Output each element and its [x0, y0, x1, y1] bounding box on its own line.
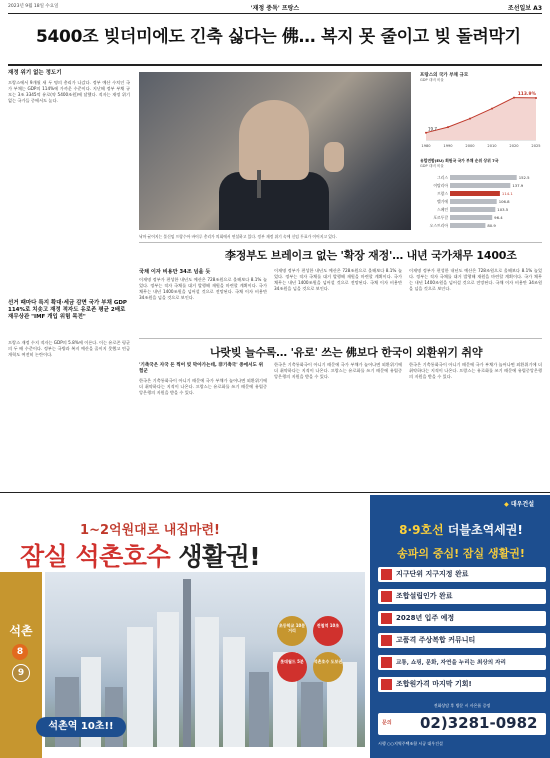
photo-caption: 낙마 굳어지는 불신임 프랑수아 바이루 총리가 의회에서 연설하고 있다. 정부 재정 위기 속에 신임 투표가 이어지고 있다.: [139, 234, 337, 239]
ad-right-panel: [370, 495, 550, 758]
ad-item-text: 지구단위 지구지정 완료: [396, 570, 469, 578]
real-estate-ad: [0, 495, 550, 758]
chart1-plot: [420, 86, 542, 150]
chart2-plot: [420, 172, 542, 234]
chart1-tick-label: 1990: [443, 144, 453, 148]
chart1-area: [426, 98, 536, 140]
ad-right-title: [378, 521, 544, 538]
chart1-tick-label: 2020: [509, 144, 519, 148]
chart2-category-label: 스페인: [436, 207, 448, 212]
ad-left-panel: [0, 495, 370, 758]
ad-title-suffix: 생활권!: [178, 542, 261, 571]
chart1-point: [469, 118, 471, 120]
ad-circle-lotteworld: 롯데월드 5분: [277, 652, 307, 682]
mid-body-col1: 이재명 정부가 편성한 내년도 예산은 728조원으로 올해보다 8.1% 늘었다. 정부는 적자 국채를 대거 발행해 재원을 마련할 계획이다. 국가 채무는 내년 1400조원을 넘어설 것으로 전망된다. 국채 이자 비용만 34조원을 넘을 것으로 보인다.: [139, 277, 267, 300]
chart2-bar: [450, 207, 495, 212]
ad-right-subtitle: 송파의 중심! 잠실 생활권!: [397, 547, 525, 560]
sub-headline-1: 李정부도 브레이크 없는 '확장 재정'… 내년 국가채무 1400조: [225, 249, 517, 262]
ad-item-text: 조합설립인가 완료: [396, 592, 453, 600]
ad-phone-box[interactable]: [378, 713, 546, 735]
chart1-data-label: 19.7: [428, 126, 437, 132]
mid-body-col3: 이재명 정부가 편성한 내년도 예산은 728조원으로 올해보다 8.1% 늘었다. 정부는 적자 국채를 대거 발행해 재원을 마련할 계획이다. 국가 채무는 내년 1400조원을 넘어설 것으로 전망된다. 국채 이자 비용만 34조원을 넘을 것으로 보인다.: [409, 268, 542, 291]
low-body-col3: 한국은 기축통화국이 아니기 때문에 국가 부채가 늘어나면 외환위기에 더 취약하다는 지적이 나온다. 프랑스는 유로화를 쓰기 때문에 유럽중앙은행의 지원을 받을 수 있다.: [409, 362, 542, 379]
ad-price-tagline: 1~2억원대로 내집마련!: [80, 523, 220, 538]
chart1-point: [535, 97, 537, 99]
ad-main-title: [20, 537, 260, 573]
builder-logo-text: 대우건설: [510, 501, 534, 508]
ad-circle-school: 초등학교 10분거리: [277, 616, 307, 646]
low-body-col2: 한국은 기축통화국이 아니기 때문에 국가 부채가 늘어나면 외환위기에 더 취약하다는 지적이 나온다. 프랑스는 유로화를 쓰기 때문에 유럽중앙은행의 지원을 받을 수 있다.: [274, 362, 402, 379]
main-headline: 5400조 빚더미에도 긴축 싫다는 佛… 복지 못 줄이고 빚 돌려막기: [36, 27, 521, 47]
low-bullet-heading: '기축국은 자국 돈 찍어 빚 막아가는데, 非기축국' 중에서도 위험군: [139, 363, 264, 374]
mid-body-col2: 이재명 정부가 편성한 내년도 예산은 728조원으로 올해보다 8.1% 늘었다. 정부는 적자 국채를 대거 발행해 재원을 마련할 계획이다. 국가 채무는 내년 1400조원을 넘어설 것으로 전망된다. 국채 이자 비용만 34조원을 넘을 것으로 보인다.: [274, 268, 402, 291]
chart2-bar: [450, 223, 485, 228]
section-title: '재정 중독' 프랑스: [250, 5, 300, 12]
ad-item-text: 2028년 입주 예정: [396, 614, 455, 622]
ad-item-text: 교통, 쇼핑, 문화, 자연을 누리는 최상의 자리: [396, 660, 506, 666]
chart2-value-label: 152.5: [518, 175, 530, 180]
ad-line8-icon: 8: [12, 644, 28, 660]
chart-debt-trend: [420, 72, 542, 152]
masthead-page: 조선일보 A3: [507, 5, 542, 12]
check-icon: [381, 569, 392, 580]
ad-footer: 시행 ○○지역주택조합 시공 대우건설: [378, 741, 443, 746]
chart2-bar: [450, 215, 492, 220]
chart1-title: 프랑스의 국가 부채 규모: [420, 73, 469, 78]
chart2-bar: [450, 199, 497, 204]
ad-title-location: 잠실 석촌호수: [20, 542, 171, 571]
issue-date: 2023년 9월 18일 수요일: [8, 4, 59, 9]
ad-item: [378, 589, 546, 604]
chart-eu-ranking: [420, 158, 542, 236]
builder-logo: [504, 499, 534, 508]
chart1-tick-label: 2010: [487, 144, 497, 148]
ad-item-text: 조합원가격 마지막 기회!: [396, 680, 472, 688]
left-column-subheading: 선거 때마다 특지 확대·세금 감면 국가 부채 GDP 114%로 치솟고 재정 적자도 유로존 평균 2배로 재무상관 "IMF 개입 위험 목전": [8, 300, 127, 320]
mid-bullet-heading: 국채 이자 비용만 34조 넘을 듯: [139, 269, 211, 275]
ad-station-badge: 석촌역 10초!!: [36, 717, 126, 737]
ad-circle-station: 전철역 10초: [313, 616, 343, 646]
chart1-tick-label: 2025: [531, 144, 541, 148]
ad-phone-note: 전화상담 후 방문 시 사은품 증정: [433, 703, 491, 708]
chart1-subtitle: GDP 대비 비율: [420, 78, 444, 82]
chart2-value-label: 96.4: [494, 215, 503, 220]
check-icon: [381, 679, 392, 690]
chart2-category-label: 프랑스: [436, 191, 448, 196]
chart2-bar: [450, 175, 517, 180]
check-icon: [381, 591, 392, 602]
logo-icon: ◆: [504, 501, 509, 508]
chart2-category-label: 이탈리아: [433, 183, 448, 188]
chart2-value-label: 114.1: [501, 191, 513, 196]
chart1-point: [447, 126, 449, 128]
ad-item: [378, 633, 546, 648]
check-icon: [381, 635, 392, 646]
ad-item-text: 고품격 주상복합 커뮤니티: [396, 636, 476, 644]
chart2-value-label: 137.9: [512, 183, 524, 188]
chart2-value-label: 103.5: [497, 207, 509, 212]
chart2-category-label: 포르투갈: [433, 215, 448, 220]
ad-side-station: 석촌: [9, 624, 33, 638]
check-icon: [381, 657, 392, 668]
ad-item: [378, 567, 546, 582]
ad-item: [378, 655, 546, 670]
chart2-subtitle: GDP 대비 비율: [420, 164, 444, 168]
chart2-category-label: 오스트리아: [429, 223, 448, 228]
ad-circle-lake: 석촌호수 도보권: [313, 652, 343, 682]
chart1-point: [491, 108, 493, 110]
chart2-bar: [450, 183, 510, 188]
ad-line9-icon: 9: [12, 664, 30, 682]
check-icon: [381, 613, 392, 624]
chart1-tick-label: 2000: [465, 144, 475, 148]
low-body-col1: 한국은 기축통화국이 아니기 때문에 국가 부채가 늘어나면 외환위기에 더 취약하다는 지적이 나온다. 프랑스는 유로화를 쓰기 때문에 유럽중앙은행의 지원을 받을 수 있다.: [139, 378, 267, 395]
chart1-point: [425, 132, 427, 134]
chart1-point: [513, 97, 515, 99]
chart2-category-label: 그리스: [436, 175, 448, 180]
left-column-body-2: 프랑스 재정 수지 적자는 GDP의 5.8%에 이른다. 이는 유로존 평균의 두 배 수준이다. 정부는 국방과 복지 예산을 줄이지 못했고 연금 개혁도 여전히 논란이다.: [8, 340, 130, 357]
chart2-value-label: 80.9: [487, 223, 496, 228]
left-column-body: 프랑스에서 9개월 새 두 명의 총리가 나갔다. 정부 예산 수치인 국가 부채는 GDP의 114%에 가까운 수준이다. 지난해 정부 부채 규모는 3조 3345억 유로(약 5400조원)에 달했다. 적자는 재정 위기 없는 국가들 중에서도 높다.: [8, 80, 130, 103]
chart2-title: 유럽연합(EU) 회원국 국가 부채 순위 상위 7국: [420, 158, 499, 163]
left-column-heading: 재정 위기 없는 정도기: [8, 70, 62, 76]
chart1-data-label: 113.9%: [517, 91, 536, 97]
ad-right-double: 더블초역세권!: [447, 523, 523, 537]
chart2-category-label: 벨기에: [436, 199, 448, 204]
ad-item: [378, 677, 546, 692]
ad-phone-number[interactable]: 02)3281-0982: [420, 714, 538, 732]
ad-item: [378, 611, 546, 626]
chart2-value-label: 106.8: [498, 199, 510, 204]
chart2-bar: [450, 191, 500, 196]
sub-headline-2: 나랏빚 늘수록… '유로' 쓰는 佛보다 한국이 외환위기 취약: [210, 346, 483, 359]
news-photo: [139, 72, 411, 230]
chart1-tick-label: 1980: [421, 144, 431, 148]
ad-right-lines: 8·9호선: [399, 523, 444, 537]
ad-phone-label: 문의: [382, 720, 392, 726]
